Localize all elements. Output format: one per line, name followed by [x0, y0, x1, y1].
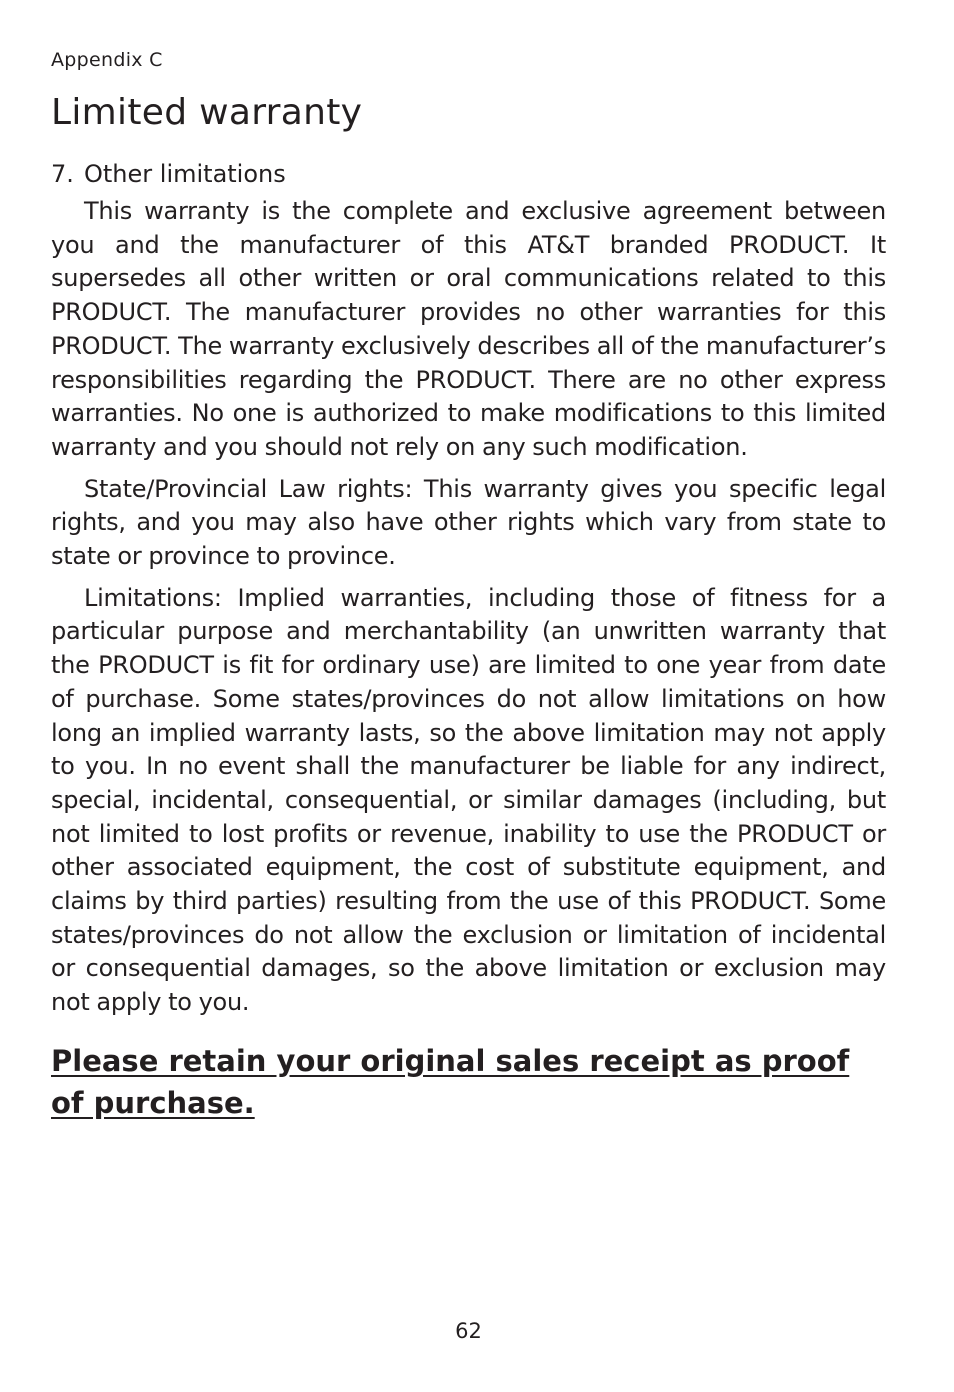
page-title: Limited warranty [51, 92, 363, 133]
paragraph-complete-agreement: This warranty is the complete and exclusive agreement between you and the manufacturer of this AT&T branded PRODUCT. It supersedes all other written or oral communications related to this PRODUCT. The manufacturer provides no other warranties for this PRODUCT. The warranty exclusively describes all of the manufacturer’s responsibilities regarding the PRODUCT. There are no other express warranties. No one is authorized to make modifications to this limited warranty and you should not rely on any such modification. [51, 197, 886, 461]
page-number: 62 [455, 1319, 482, 1343]
section-number: 7. [51, 160, 74, 188]
section-heading [51, 157, 886, 191]
receipt-notice: Please retain your original sales receipt as proof of purchase. [51, 1044, 850, 1120]
document-page [51, 0, 886, 1392]
section-other-limitations [51, 157, 886, 1028]
paragraph-limitations: Limitations: Implied warranties, including those of fitness for a particular purpose and merchantability (an unwritten warranty that the PRODUCT is fit for ordinary use) are limited to one year from date of purchase. Some states/provinces do not allow limitations on how long an implied warranty lasts, so the above limitation may not apply to you. In no event shall the manufacturer be liable for any indirect, special, incidental, consequential, or similar damages (including, but not limited to lost profits or revenue, inability to use the PRODUCT or other associated equipment, the cost of substitute equipment, and claims by third parties) resulting from the use of this PRODUCT. Some states/provinces do not allow the exclusion or limitation of incidental or consequential damages, so the above limitation or exclusion may not apply to you. [51, 583, 886, 1017]
paragraph-law-rights: State/Provincial Law rights: This warranty gives you specific legal rights, and you may also have other rights which vary from state to state or province to province. [51, 474, 886, 571]
section-heading-text: Other limitations [84, 160, 286, 188]
appendix-label: Appendix C [51, 49, 163, 71]
